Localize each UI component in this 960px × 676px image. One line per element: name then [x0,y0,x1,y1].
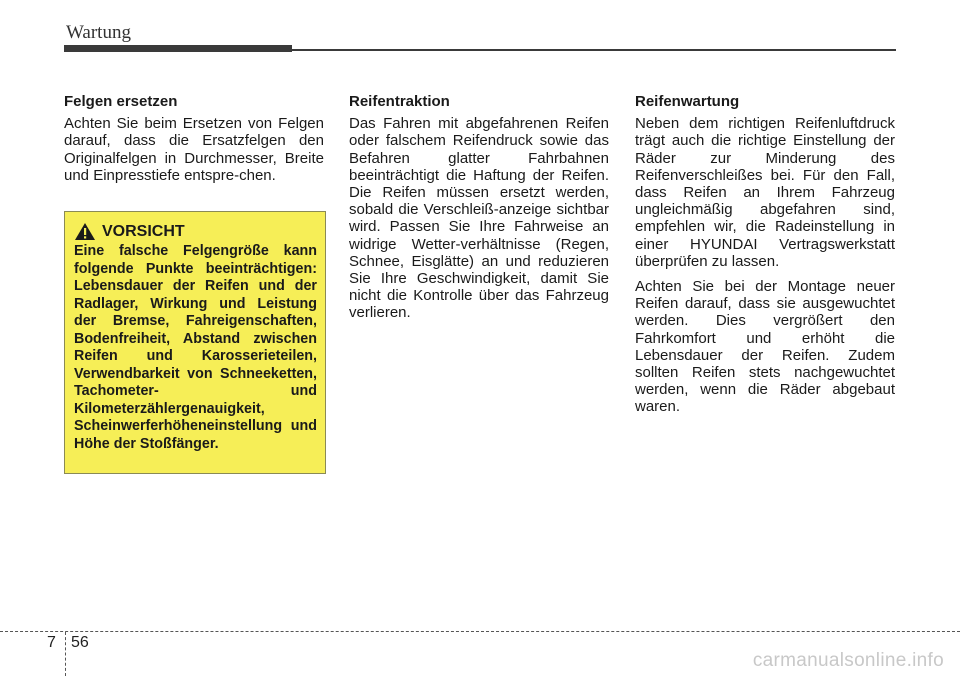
caution-title: VORSICHT [102,222,185,240]
header-rule-thin [292,49,896,51]
footer-dashed-divider [65,632,66,676]
heading-reifentraktion: Reifentraktion [349,93,450,110]
warning-triangle-icon [74,222,96,241]
header-rule-thick [64,45,292,52]
caution-box [64,211,326,474]
caution-text: Eine falsche Felgengröße kann folgende Punkte beeinträchtigen: Lebensdauer der Reifen und der Radlager, Wirkung und Leistung der Bremse, Fahreigenschaften, Bodenfreiheit, Abstand zwischen Reifen und Karosserieteilen, Verwendbarkeit von Schneeketten, Tachometer- und Kilometerzählergenauigkeit, Scheinwerferhöheneinstellung und Höhe der Stoßfänger. [74,243,317,452]
watermark: carmanualsonline.info [752,650,944,671]
heading-reifenwartung: Reifenwartung [635,93,740,110]
column-traction [349,93,609,330]
column-wheels [64,93,324,192]
section-title: Wartung [66,22,131,43]
column-maintenance [635,93,895,424]
caution-header [74,222,317,241]
page-number: 56 [71,634,89,651]
paragraph-wartung-1: Neben dem richtigen Reifenluftdruck trägt auch die richtige Einstellung der Räder zur Minderung des Reifenverschleißes bei. Für den Fall, dass Reifen an Ihrem Fahrzeug ungleichmäßig abgefahren sind, empfehlen wir, die Radeinstellung in einer HYUNDAI Vertragswerkstatt überprüfen zu lassen. [635,115,895,270]
paragraph-wartung-2: Achten Sie bei der Montage neuer Reifen darauf, dass sie ausgewuchtet werden. Dies vergrößert den Fahrkomfort und erhöht die Lebensdauer der Reifen. Zudem sollten Reifen stets nachgewuchtet werden, wenn die Räder abgebaut waren. [635,278,895,416]
paragraph-traktion: Das Fahren mit abgefahrenen Reifen oder falschem Reifendruck sowie das Befahren glatter Fahrbahnen beeinträchtigt die Haftung der Reifen. Die Reifen müssen ersetzt werden, sobald die Verschleiß-anzeige sichtbar wird. Passen Sie Ihre Fahrweise an widrige Wetter-verhältnisse (Regen, Schnee, Eisglätte) an und reduzieren Sie Ihre Geschwindigkeit, damit Sie nicht die Kontrolle über das Fahrzeug verlieren. [349,115,609,322]
paragraph-felgen: Achten Sie beim Ersetzen von Felgen darauf, dass die Ersatzfelgen den Originalfelgen in Durchmesser, Breite und Einpresstiefe entspre-chen. [64,115,324,184]
footer-dashed-rule [0,631,960,632]
heading-felgen-ersetzen: Felgen ersetzen [64,93,178,110]
chapter-number: 7 [47,634,56,651]
